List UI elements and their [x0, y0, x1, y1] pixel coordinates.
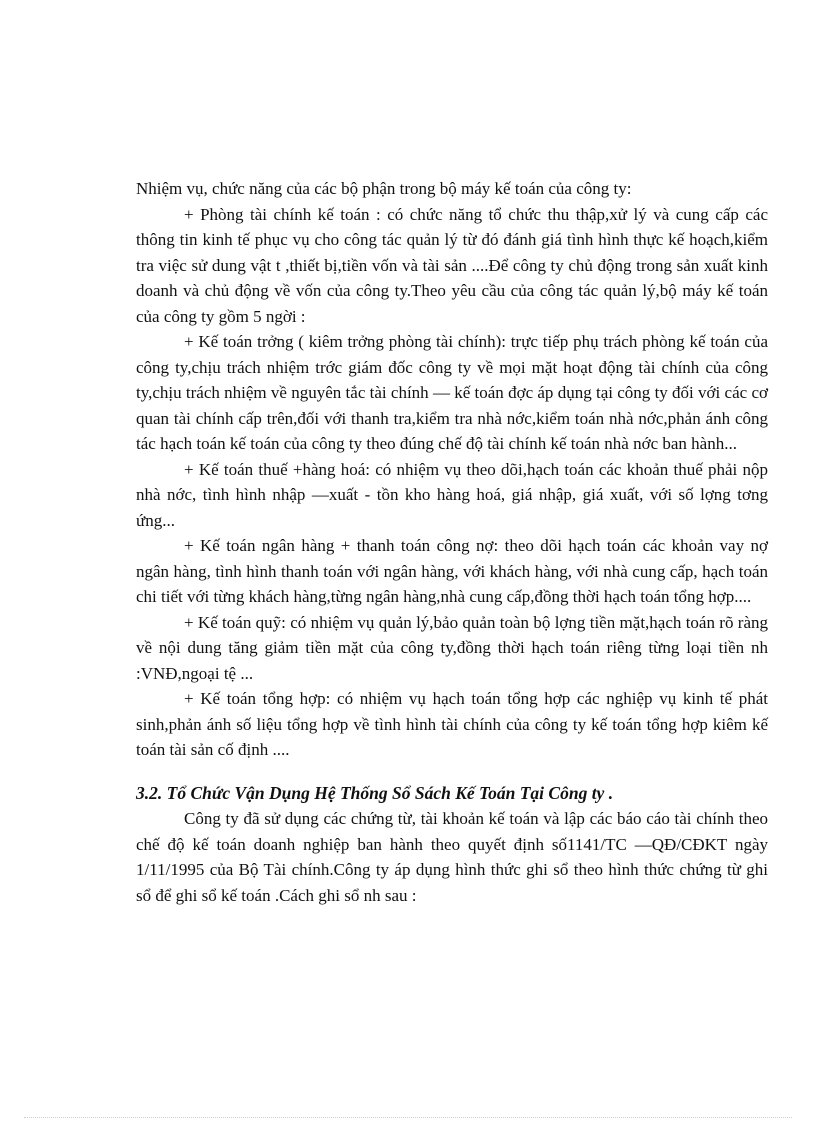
paragraph-general-accountant: + Kế toán tổng hợp: có nhiệm vụ hạch toán tổng hợp các nghiệp vụ kinh tế phát sinh,phản ánh số liệu tổng hợp về tình hình tài chính của công ty kế toán tổng hợp kiêm kế toán tài sản cố định .... [136, 689, 768, 759]
footer-divider [24, 1117, 792, 1118]
paragraph-accounting-dept: + Phòng tài chính kế toán : có chức năng tổ chức thu thập,xử lý và cung cấp các thông tin kinh tế phục vụ cho công tác quản lý từ đó đánh giá tình hình thực kế hoạch,kiểm tra việc sử dung vật t ,thiết bị,tiền vốn và tài sản ....Để công ty chủ động trong sản xuất kinh doanh và chủ động về vốn của công ty.Theo yêu cầu của công tác quản lý,bộ máy kế toán của công ty gồm 5 ngời : [136, 204, 768, 326]
section-heading: 3.2. Tổ Chức Vận Dụng Hệ Thống Sổ Sách Kế Toán Tại Công ty . [136, 782, 614, 803]
paragraph-bookkeeping: Công ty đã sử dụng các chứng từ, tài khoản kế toán và lập các báo cáo tài chính theo chế độ kế toán doanh nghiệp ban hành theo quyết định số1141/TC —QĐ/CĐKT ngày 1/11/1995 của Bộ Tài chính.Công ty áp dụng hình thức ghi sổ theo hình thức chứng từ ghi sổ để ghi sổ kế toán .Cách ghi sổ nh sau : [136, 809, 768, 905]
paragraph-cash-accountant: + Kế toán quỹ: có nhiệm vụ quản lý,bảo quản toàn bộ lợng tiền mặt,hạch toán rõ ràng về nội dung tăng giảm tiền mặt của công ty,đồng thời hạch toán riêng từng loại tiền nh :VNĐ,ngoại tệ ... [136, 612, 768, 683]
paragraph-tax-goods-accountant: + Kế toán thuế +hàng hoá: có nhiệm vụ theo dõi,hạch toán các khoản thuế phải nộp nhà nớc, tình hình nhập —xuất - tồn kho hàng hoá, giá nhập, giá xuất, với số lợng tơng ứng... [136, 459, 768, 530]
paragraph-chief-accountant: + Kế toán trởng ( kiêm trởng phòng tài chính): trực tiếp phụ trách phòng kế toán của công ty,chịu trách nhiệm trớc giám đốc công ty về mọi mặt hoạt động tài chính của công ty,chịu trách nhiệm về nguyên tắc tài chính — kế toán đợc áp dụng tại công ty đối với các cơ quan tài chính cấp trên,đối với thanh tra,kiểm tra nhà nớc,kiểm toán nhà nớc,phản ánh công tác hạch toán kế toán của công ty theo đúng chế độ tài chính kế toán nhà nớc ban hành... [136, 332, 768, 453]
paragraph-bank-accountant: + Kế toán ngân hàng + thanh toán công nợ: theo dõi hạch toán các khoản vay nợ ngân hàng, tình hình thanh toán với ngân hàng, với khách hàng, với nhà cung cấp, hạch toán chi tiết với từng khách hàng,từng ngân hàng,nhà cung cấp,đồng thời hạch toán tổng hợp.... [136, 536, 768, 606]
intro-line: Nhiệm vụ, chức năng của các bộ phận trong bộ máy kế toán của công ty: [136, 179, 632, 198]
document-body [136, 176, 768, 908]
